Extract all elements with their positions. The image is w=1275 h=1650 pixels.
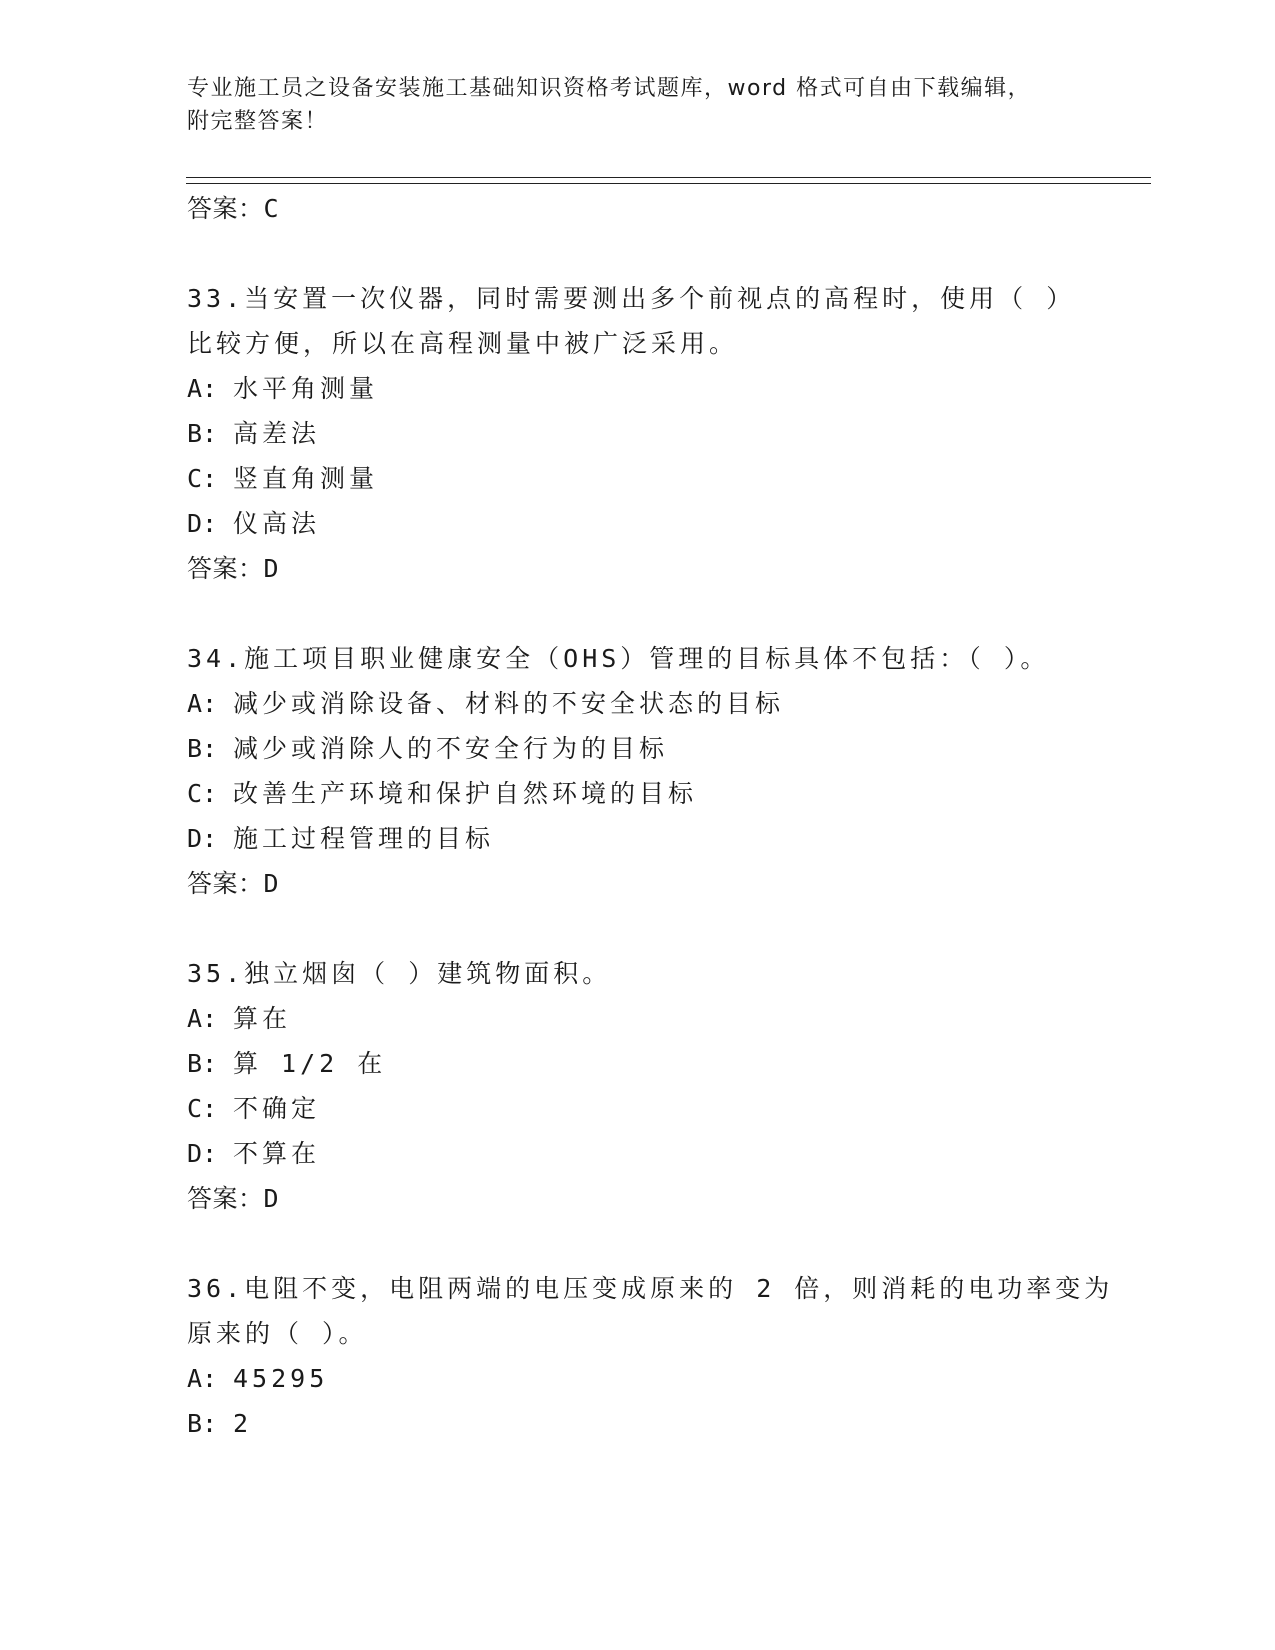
option-a [187,681,1147,726]
option-letter: B: [187,419,218,448]
option-c [187,771,1147,816]
question-text-line: 33.当安置一次仪器，同时需要测出多个前视点的高程时，使用（ ） [187,284,1076,313]
answer-line [187,1176,1147,1221]
question-text-line: 34.施工项目职业健康安全（OHS）管理的目标具体不包括：（ ）。 [187,644,1050,673]
answer-line [187,186,1147,231]
option-letter: A: [187,689,218,718]
option-letter: D: [187,1139,218,1168]
option-text: 竖直角测量 [233,464,379,493]
option-letter: A: [187,374,218,403]
document-header [187,72,1087,138]
option-text: 减少或消除设备、材料的不安全状态的目标 [233,689,785,718]
question-35 [187,951,1147,1221]
option-letter: B: [187,1409,218,1438]
option-b [187,1401,1147,1446]
header-line-2: 附完整答案！ [187,109,329,134]
question-text-line: 35.独立烟囱（ ）建筑物面积。 [187,959,612,988]
question-34 [187,636,1147,906]
option-letter: B: [187,1049,218,1078]
option-letter: C: [187,1094,218,1123]
option-a [187,1356,1147,1401]
option-c [187,456,1147,501]
answer-value: D [263,554,280,583]
option-text: 45295 [233,1364,329,1393]
question-36 [187,1266,1147,1446]
option-text: 改善生产环境和保护自然环境的目标 [233,779,698,808]
option-letter: B: [187,734,218,763]
option-c [187,1086,1147,1131]
option-text: 仪高法 [233,509,321,538]
option-b [187,411,1147,456]
answer-value: D [263,869,280,898]
header-divider-top [186,177,1151,178]
question-text-line: 比较方便，所以在高程测量中被广泛采用。 [187,329,739,358]
option-d [187,501,1147,546]
option-letter: C: [187,464,218,493]
option-text: 算 1/2 在 [233,1049,387,1078]
option-a [187,996,1147,1041]
option-b [187,726,1147,771]
option-text: 2 [233,1409,253,1438]
answer-value: D [263,1184,280,1213]
answer-line [187,861,1147,906]
option-d [187,1131,1147,1176]
option-text: 水平角测量 [233,374,379,403]
option-text: 不确定 [233,1094,321,1123]
option-letter: A: [187,1004,218,1033]
answer-label: 答案： [187,869,264,898]
header-line-1: 专业施工员之设备安装施工基础知识资格考试题库，word 格式可自由下载编辑， [187,76,1032,101]
answer-line [187,546,1147,591]
option-text: 施工过程管理的目标 [233,824,495,853]
header-divider-bottom [186,183,1151,184]
option-letter: C: [187,779,218,808]
question-text-line: 原来的（ ）。 [187,1319,368,1348]
option-text: 不算在 [233,1139,321,1168]
answer-label: 答案： [187,1184,264,1213]
option-text: 高差法 [233,419,321,448]
option-b [187,1041,1147,1086]
question-33 [187,276,1147,591]
option-d [187,816,1147,861]
option-letter: D: [187,509,218,538]
answer-value: C [263,194,280,223]
option-letter: A: [187,1364,218,1393]
answer-label: 答案： [187,194,264,223]
option-a [187,366,1147,411]
option-text: 减少或消除人的不安全行为的目标 [233,734,669,763]
option-text: 算在 [233,1004,292,1033]
question-list [187,186,1147,1446]
answer-label: 答案： [187,554,264,583]
question-text-line: 36.电阻不变，电阻两端的电压变成原来的 2 倍，则消耗的电功率变为 [187,1274,1114,1303]
option-letter: D: [187,824,218,853]
